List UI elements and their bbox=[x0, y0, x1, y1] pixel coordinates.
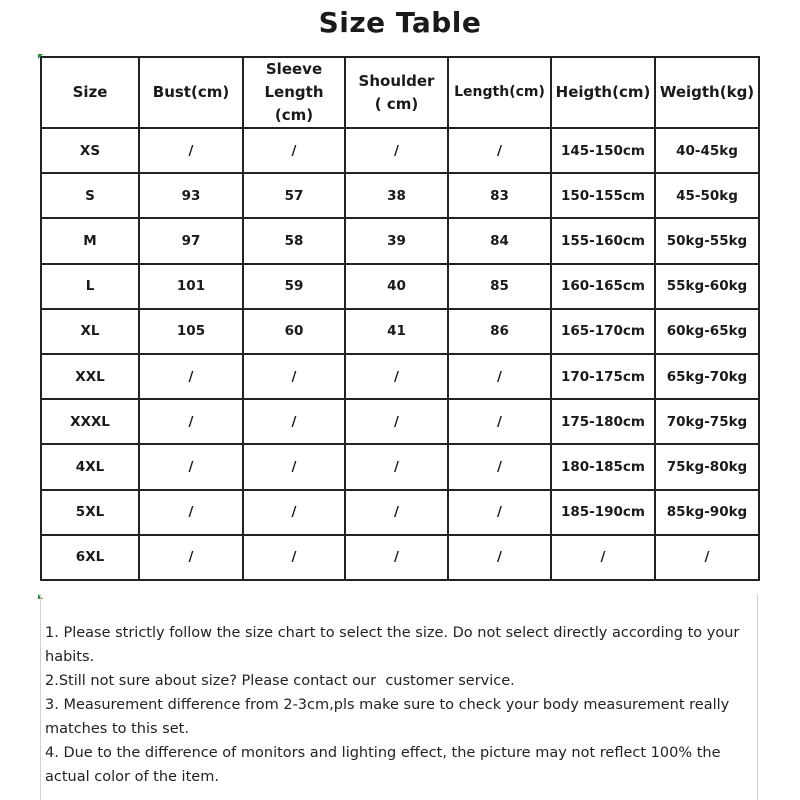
table-cell: 70kg-75kg bbox=[655, 399, 759, 444]
page-title: Size Table bbox=[318, 6, 482, 39]
table-cell: / bbox=[243, 444, 345, 489]
table-cell: / bbox=[345, 354, 448, 399]
table-cell: 39 bbox=[345, 218, 448, 263]
table-row bbox=[41, 218, 759, 263]
table-header-row bbox=[41, 57, 759, 128]
table-cell: 57 bbox=[243, 173, 345, 218]
table-row bbox=[41, 173, 759, 218]
header-weight: Weigth(kg) bbox=[655, 57, 759, 128]
table-cell: / bbox=[448, 128, 551, 173]
table-cell: 145-150cm bbox=[551, 128, 655, 173]
table-cell: / bbox=[139, 535, 243, 580]
table-cell: 38 bbox=[345, 173, 448, 218]
table-cell: / bbox=[139, 354, 243, 399]
table-row bbox=[41, 309, 759, 354]
header-sleeve-length: Sleeve Length (cm) bbox=[243, 57, 345, 128]
note-text: 4. Due to the difference of monitors and lighting effect, the picture may not reflect 100% the actual color of the item. bbox=[45, 745, 726, 785]
corner-marker bbox=[38, 54, 43, 59]
table-cell: 58 bbox=[243, 218, 345, 263]
table-cell: 83 bbox=[448, 173, 551, 218]
table-row bbox=[41, 264, 759, 309]
table-cell: 170-175cm bbox=[551, 354, 655, 399]
table-cell: / bbox=[243, 490, 345, 535]
table-cell: XXXL bbox=[41, 399, 139, 444]
note-text: 2.Still not sure about size? Please contact our customer service. bbox=[45, 673, 515, 689]
table-cell: 85 bbox=[448, 264, 551, 309]
header-size: Size bbox=[41, 57, 139, 128]
table-cell: 101 bbox=[139, 264, 243, 309]
note-text: 1. Please strictly follow the size chart to select the size. Do not select directly according to your habits. bbox=[45, 625, 745, 665]
table-cell: / bbox=[551, 535, 655, 580]
table-cell: / bbox=[448, 490, 551, 535]
table-cell: 160-165cm bbox=[551, 264, 655, 309]
table-cell: 50kg-55kg bbox=[655, 218, 759, 263]
table-cell: 41 bbox=[345, 309, 448, 354]
table-cell: 59 bbox=[243, 264, 345, 309]
table-cell: 105 bbox=[139, 309, 243, 354]
table-cell: 40-45kg bbox=[655, 128, 759, 173]
table-cell: 75kg-80kg bbox=[655, 444, 759, 489]
table-cell: / bbox=[243, 535, 345, 580]
table-cell: / bbox=[345, 535, 448, 580]
table-row bbox=[41, 444, 759, 489]
table-cell: / bbox=[243, 128, 345, 173]
table-cell: / bbox=[345, 444, 448, 489]
table-cell: / bbox=[448, 444, 551, 489]
table-row bbox=[41, 354, 759, 399]
table-cell: / bbox=[243, 399, 345, 444]
table-cell: 97 bbox=[139, 218, 243, 263]
table-cell: 165-170cm bbox=[551, 309, 655, 354]
table-cell: 60 bbox=[243, 309, 345, 354]
table-cell: 85kg-90kg bbox=[655, 490, 759, 535]
table-cell: L bbox=[41, 264, 139, 309]
table-cell: 175-180cm bbox=[551, 399, 655, 444]
table-cell: 60kg-65kg bbox=[655, 309, 759, 354]
table-cell: XS bbox=[41, 128, 139, 173]
table-cell: / bbox=[345, 128, 448, 173]
table-cell: 55kg-60kg bbox=[655, 264, 759, 309]
notes-section bbox=[40, 594, 758, 800]
table-cell: 86 bbox=[448, 309, 551, 354]
table-cell: 93 bbox=[139, 173, 243, 218]
table-cell: 5XL bbox=[41, 490, 139, 535]
table-cell: M bbox=[41, 218, 139, 263]
table-row bbox=[41, 490, 759, 535]
table-cell: 45-50kg bbox=[655, 173, 759, 218]
table-cell: XL bbox=[41, 309, 139, 354]
table-cell: / bbox=[655, 535, 759, 580]
table-cell: 180-185cm bbox=[551, 444, 655, 489]
header-length: Length(cm) bbox=[448, 57, 551, 128]
header-height: Heigth(cm) bbox=[551, 57, 655, 128]
table-cell: 4XL bbox=[41, 444, 139, 489]
table-cell: 155-160cm bbox=[551, 218, 655, 263]
header-shoulder: Shoulder ( cm) bbox=[345, 57, 448, 128]
table-cell: 6XL bbox=[41, 535, 139, 580]
table-cell: / bbox=[139, 128, 243, 173]
note-text: 3. Measurement difference from 2-3cm,pls make sure to check your body measurement really matches to this set. bbox=[45, 697, 734, 737]
table-row bbox=[41, 535, 759, 580]
table-cell: / bbox=[243, 354, 345, 399]
table-cell: / bbox=[139, 444, 243, 489]
table-cell: / bbox=[345, 399, 448, 444]
table-cell: / bbox=[448, 354, 551, 399]
header-bust: Bust(cm) bbox=[139, 57, 243, 128]
size-table bbox=[40, 56, 760, 581]
table-cell: 185-190cm bbox=[551, 490, 655, 535]
table-row bbox=[41, 128, 759, 173]
table-cell: / bbox=[345, 490, 448, 535]
table-cell: / bbox=[448, 399, 551, 444]
table-cell: / bbox=[448, 535, 551, 580]
table-cell: 40 bbox=[345, 264, 448, 309]
table-row bbox=[41, 399, 759, 444]
table-cell: 150-155cm bbox=[551, 173, 655, 218]
table-cell: S bbox=[41, 173, 139, 218]
table-cell: / bbox=[139, 490, 243, 535]
table-cell: / bbox=[139, 399, 243, 444]
table-cell: 84 bbox=[448, 218, 551, 263]
table-cell: 65kg-70kg bbox=[655, 354, 759, 399]
table-cell: XXL bbox=[41, 354, 139, 399]
